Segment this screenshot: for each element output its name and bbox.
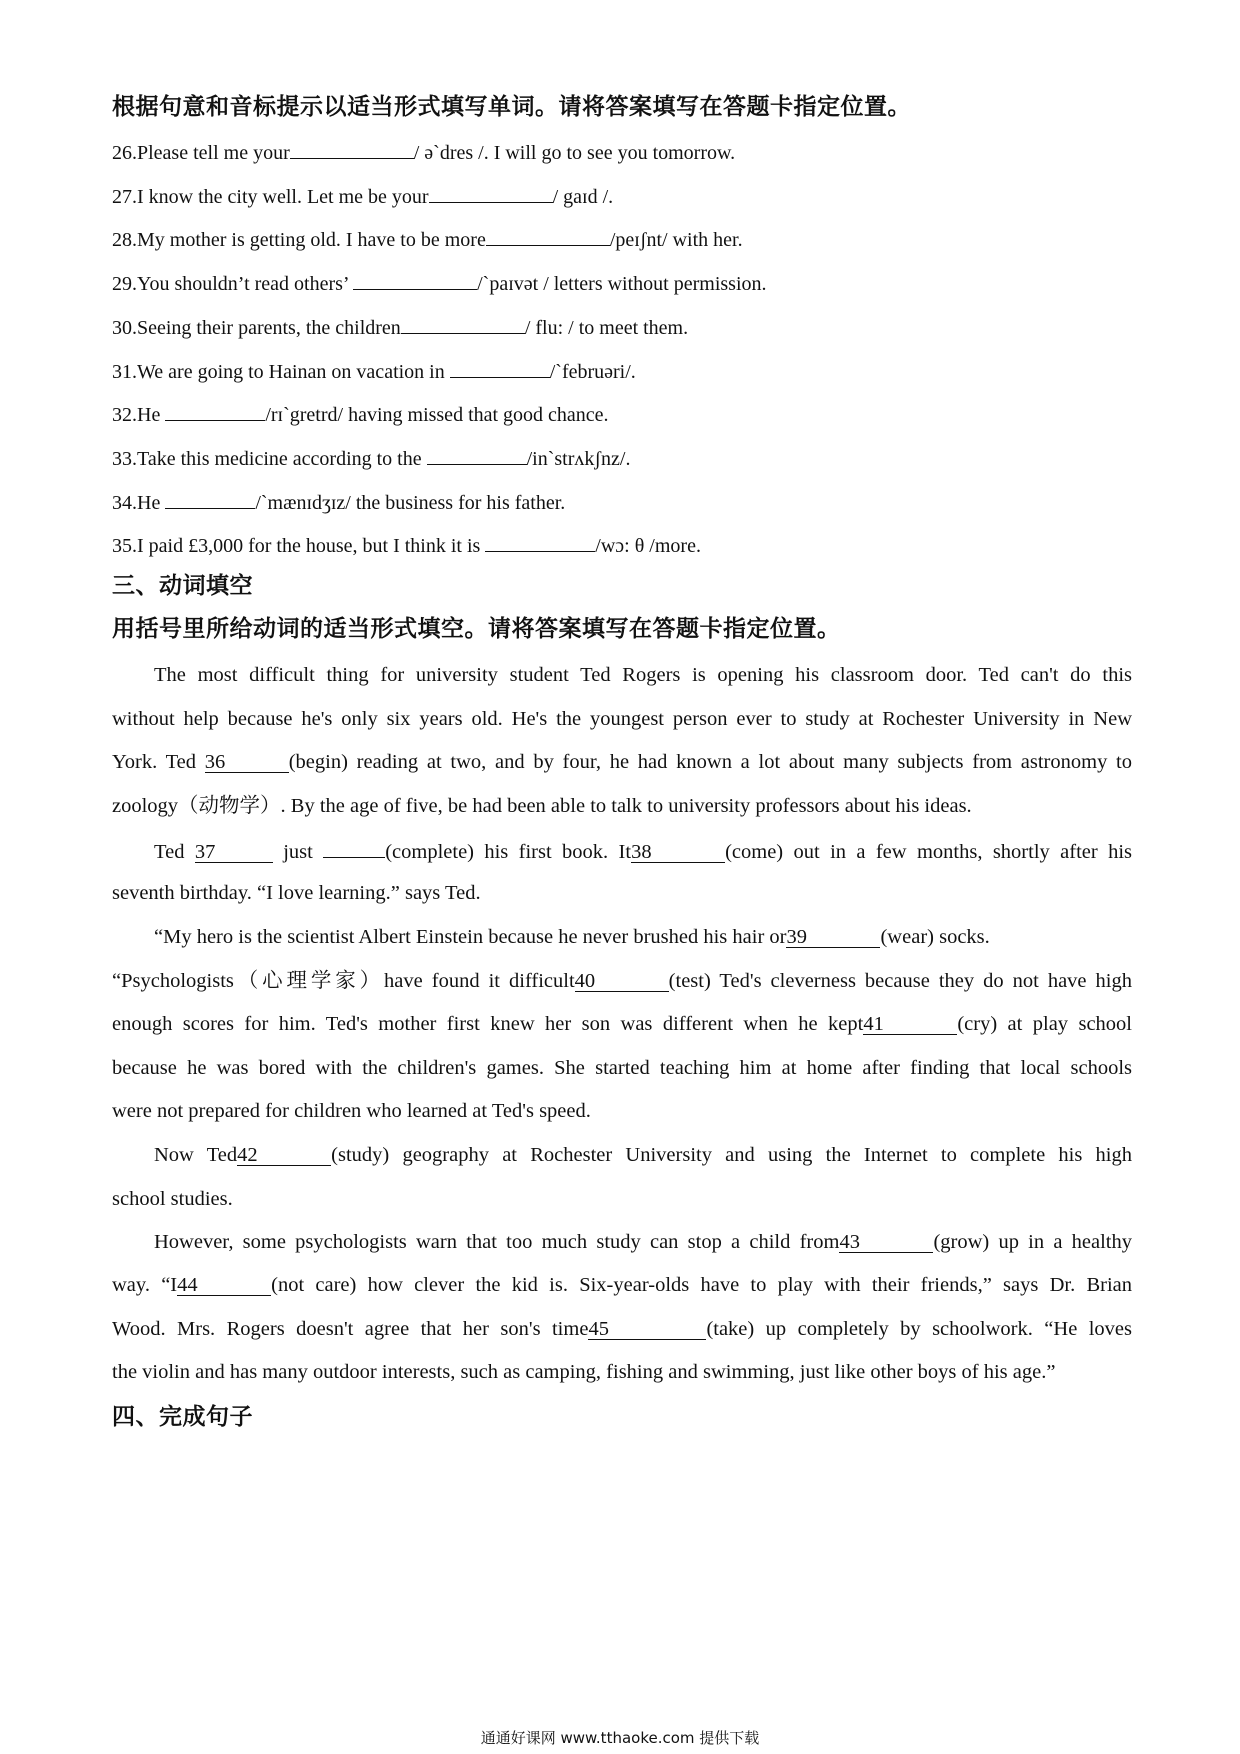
question-30 — [112, 313, 688, 341]
passage-line: zoology（动物学）. By the age of five, be had been able to talk to university professors about his ideas. — [112, 795, 972, 817]
question-35 — [112, 531, 701, 559]
passage-text: York. Ted — [112, 751, 205, 773]
question-text: 27.I know the city well. Let me be your — [112, 186, 429, 208]
question-31 — [112, 357, 636, 385]
question-phonetic: /rɪ`gretrd/ having missed that good chance. — [265, 404, 609, 426]
passage-text: (cry) at play school — [957, 1013, 1132, 1035]
passage-text: (take) up completely by schoolwork. “He loves — [706, 1318, 1133, 1340]
passage-text: (come) out in a few months, shortly after his — [725, 841, 1132, 863]
answer-blank-40[interactable]: 40 — [575, 971, 669, 992]
passage-text: Wood. Mrs. Rogers doesn't agree that her son's time — [112, 1318, 589, 1340]
page-footer: 通通好课网 www.tthaoke.com 提供下载 — [480, 1729, 760, 1747]
passage-line — [112, 1272, 1132, 1298]
passage-line: were not prepared for children who learned at Ted's speed. — [112, 1100, 591, 1122]
section3-title: 三、动词填空 — [112, 573, 253, 599]
answer-blank[interactable] — [353, 269, 477, 290]
question-text: 32.He — [112, 404, 166, 426]
question-phonetic: / gaɪd /. — [552, 186, 614, 208]
passage-line — [112, 749, 1132, 775]
passage-text: “My hero is the scientist Albert Einstein because he never brushed his hair or — [154, 926, 787, 948]
answer-blank-38[interactable]: 38 — [631, 842, 725, 863]
answer-blank[interactable] — [401, 313, 525, 334]
passage-text: (grow) up in a healthy — [933, 1231, 1132, 1253]
answer-blank-37b[interactable] — [323, 837, 385, 858]
passage-line: school studies. — [112, 1188, 233, 1210]
passage-line: without help because he's only six years old. He's the youngest person ever to study at Rochester University in New — [112, 708, 1132, 730]
section3-instruction: 用括号里所给动词的适当形式填空。请将答案填写在答题卡指定位置。 — [112, 616, 841, 642]
passage-line — [112, 1316, 1132, 1342]
passage-text: enough scores for him. Ted's mother first knew her son was different when he kept — [112, 1013, 864, 1035]
question-phonetic: / flu: / to meet them. — [524, 317, 689, 339]
passage-line — [112, 837, 1132, 865]
question-text: 33.Take this medicine according to the — [112, 448, 427, 470]
question-32 — [112, 400, 609, 428]
passage-text: (complete) his first book. It — [385, 841, 632, 863]
passage-line: because he was bored with the children's games. She started teaching him at home after finding that local schools — [112, 1057, 1132, 1079]
answer-blank-44[interactable]: 44 — [177, 1275, 271, 1296]
passage-text: just — [272, 841, 324, 863]
question-text: 28.My mother is getting old. I have to be more — [112, 229, 486, 251]
answer-blank[interactable] — [165, 400, 265, 421]
question-phonetic: /wɔ: θ /more. — [595, 535, 701, 557]
question-34 — [112, 488, 565, 516]
passage-line — [112, 1229, 1132, 1255]
answer-blank-41[interactable]: 41 — [863, 1014, 957, 1035]
answer-blank-39[interactable]: 39 — [786, 927, 880, 948]
question-text: 30.Seeing their parents, the children — [112, 317, 401, 339]
answer-blank[interactable] — [429, 182, 553, 203]
answer-blank[interactable] — [290, 138, 414, 159]
passage-text: “Psychologists（心理学家）have found it difficult — [112, 970, 575, 992]
question-28 — [112, 225, 743, 253]
passage-text: (begin) reading at two, and by four, he had known a lot about many subjects from astronomy to — [288, 751, 1132, 773]
answer-blank-42[interactable]: 42 — [237, 1145, 331, 1166]
question-text: 34.He — [112, 492, 166, 514]
passage-line: the violin and has many outdoor interests, such as camping, fishing and swimming, just like other boys of his age.” — [112, 1361, 1056, 1383]
answer-blank[interactable] — [486, 225, 610, 246]
section2-instruction: 根据句意和音标提示以适当形式填写单词。请将答案填写在答题卡指定位置。 — [112, 94, 911, 120]
passage-line: The most difficult thing for university student Ted Rogers is opening his classroom door. Ted can't do this — [154, 664, 1132, 686]
question-phonetic: /`februəri/. — [549, 361, 636, 383]
passage-line — [112, 1142, 1132, 1168]
passage-text: (not care) how clever the kid is. Six-year-olds have to play with their friends,” says Dr. Brian — [271, 1274, 1133, 1296]
question-text: 35.I paid £3,000 for the house, but I think it is — [112, 535, 486, 557]
question-text: 26.Please tell me your — [112, 142, 290, 164]
question-phonetic: /`mænɪdʒɪz/ the business for his father. — [255, 492, 566, 514]
question-26 — [112, 138, 735, 166]
passage-line: seventh birthday. “I love learning.” says Ted. — [112, 882, 481, 904]
passage-line — [112, 968, 1132, 994]
section4-title: 四、完成句子 — [112, 1404, 253, 1430]
passage-text: Ted — [154, 841, 195, 863]
answer-blank-45[interactable]: 45 — [588, 1319, 706, 1340]
question-phonetic: / ə`dres /. I will go to see you tomorrow. — [413, 142, 736, 164]
passage-text: Now Ted — [154, 1144, 238, 1166]
answer-blank[interactable] — [427, 444, 527, 465]
answer-blank[interactable] — [165, 488, 255, 509]
passage-text: (wear) socks. — [880, 926, 990, 948]
answer-blank-43[interactable]: 43 — [839, 1232, 933, 1253]
question-phonetic: /peɪʃnt/ with her. — [609, 229, 743, 251]
passage-text: (study) geography at Rochester University and using the Internet to complete his high — [331, 1144, 1132, 1166]
answer-blank[interactable] — [485, 531, 595, 552]
question-text: 29.You shouldn’t read others’ — [112, 273, 354, 295]
question-phonetic: /in`strʌkʃnz/. — [526, 448, 631, 470]
passage-line — [112, 1011, 1132, 1037]
answer-blank[interactable] — [450, 357, 550, 378]
question-29 — [112, 269, 767, 297]
answer-blank-36[interactable]: 36 — [205, 752, 289, 773]
question-27 — [112, 182, 613, 210]
passage-line — [112, 924, 1132, 950]
answer-blank-37[interactable]: 37 — [195, 842, 273, 863]
passage-text: (test) Ted's cleverness because they do not have high — [668, 970, 1132, 992]
question-33 — [112, 444, 630, 472]
passage-text: However, some psychologists warn that too much study can stop a child from — [154, 1231, 840, 1253]
question-text: 31.We are going to Hainan on vacation in — [112, 361, 450, 383]
question-phonetic: /`paɪvət / letters without permission. — [477, 273, 767, 295]
passage-text: way. “I — [112, 1274, 178, 1296]
